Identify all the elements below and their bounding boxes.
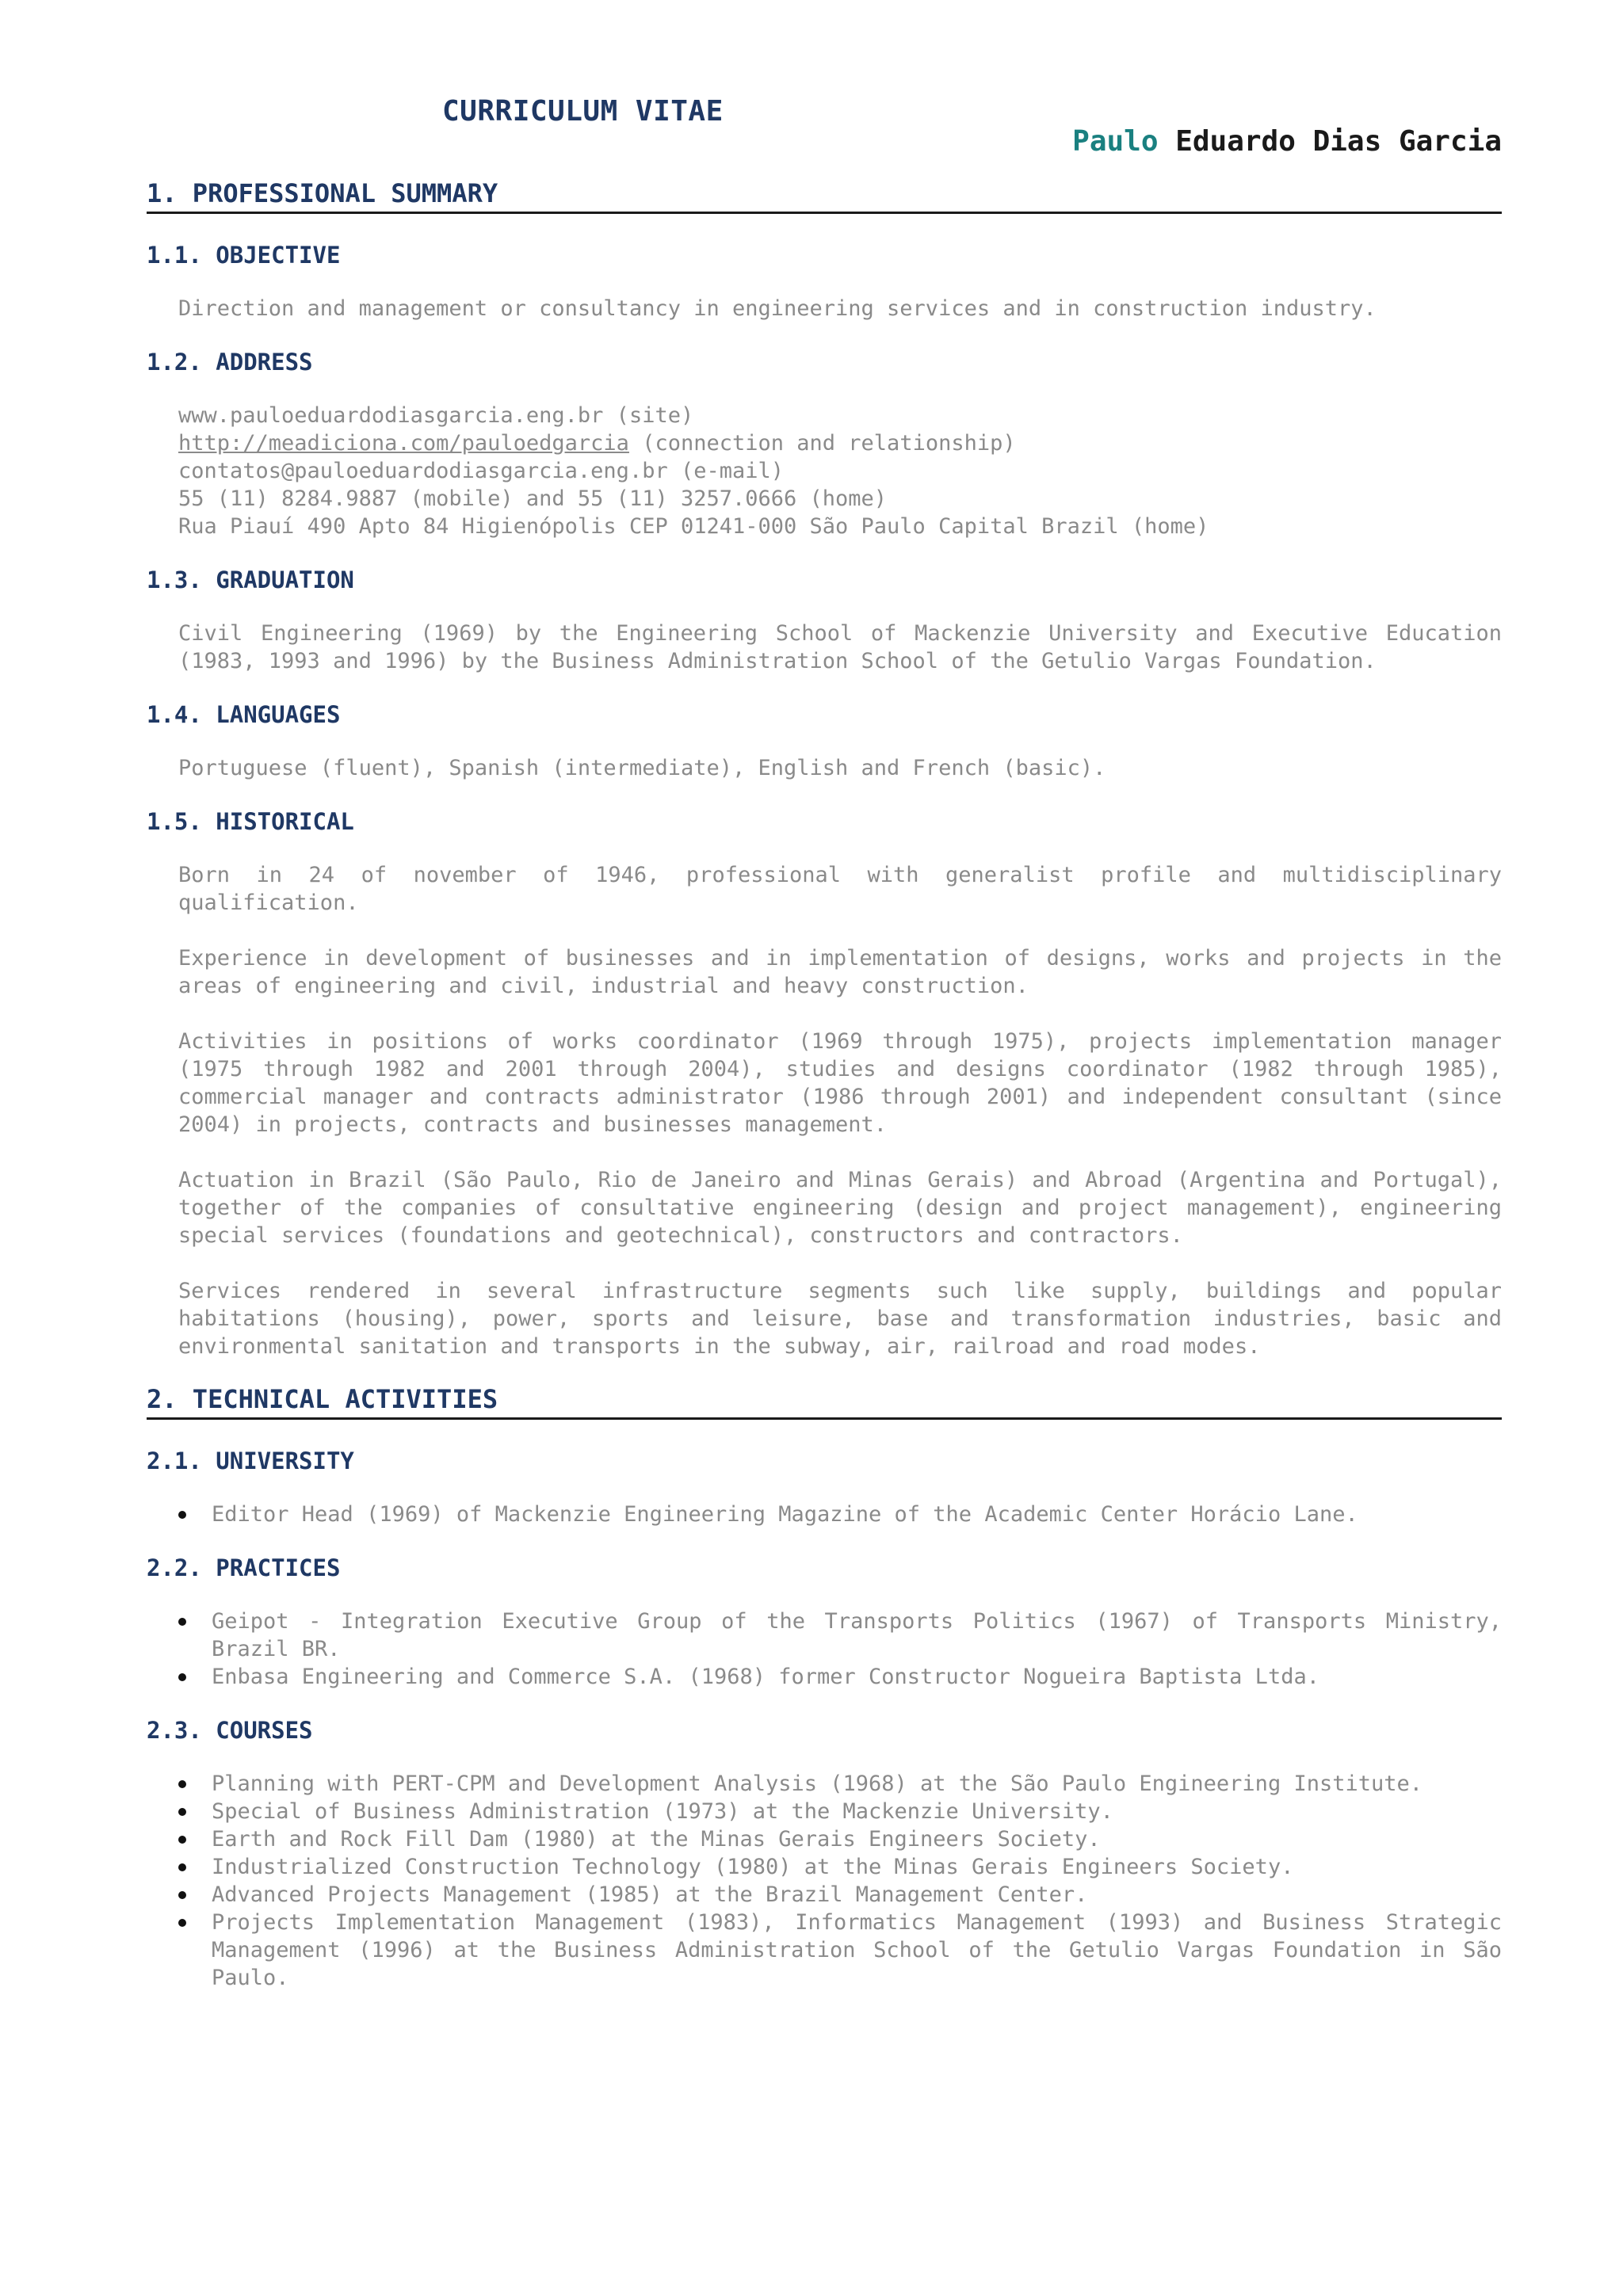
last-names: Eduardo Dias Garcia xyxy=(1158,125,1502,158)
historical-heading: 1.5. HISTORICAL xyxy=(147,808,354,835)
graduation-text: Civil Engineering (1969) by the Engineering School of Mackenzie University and Executive Education (1983, 1993 and 1996) by the Business Administration School of the Getulio Vargas Foundation. xyxy=(178,621,1502,673)
bullet-icon xyxy=(178,1618,186,1626)
cv-content xyxy=(147,178,1502,1992)
university-list xyxy=(147,1501,1502,1528)
address-connection xyxy=(147,429,1502,457)
list-item: Advanced Projects Management (1985) at the Brazil Management Center. xyxy=(147,1881,1502,1909)
university-heading: 2.1. UNIVERSITY xyxy=(147,1447,354,1474)
historical-paragraph: Activities in positions of works coordinator (1969 through 1975), projects implementation manager (1975 through 1982 and 2001 through 2004), studies and designs coordinator (1982 through 1985), commercial manager and contracts administrator (1986 through 2001) and independent consultant (since 2004) in projects, contracts and businesses management. xyxy=(178,1029,1502,1137)
historical-paragraph: Actuation in Brazil (São Paulo, Rio de Janeiro and Minas Gerais) and Abroad (Argentina and Portugal), together of the companies of consultative engineering (design and project management), engineering special services (foundations and geotechnical), constructors and contractors. xyxy=(178,1168,1502,1248)
historical-paragraph: Experience in development of businesses and in implementation of designs, works and projects in the areas of engineering and civil, industrial and heavy construction. xyxy=(178,946,1502,998)
address-email: contatos@pauloeduardodiasgarcia.eng.br (e-mail) xyxy=(178,459,785,483)
list-item: Planning with PERT-CPM and Development Analysis (1968) at the São Paulo Engineering Institute. xyxy=(147,1770,1502,1798)
list-item: Enbasa Engineering and Commerce S.A. (1968) former Constructor Nogueira Baptista Ltda. xyxy=(147,1663,1502,1691)
objective-heading: 1.1. OBJECTIVE xyxy=(147,242,341,269)
list-item: Projects Implementation Management (1983), Informatics Management (1993) and Business Strategic Management (1996) at the Business Administration School of the Getulio Vargas Foundation in São Paulo. xyxy=(147,1909,1502,1992)
person-name xyxy=(1072,125,1502,158)
bullet-icon xyxy=(178,1673,186,1681)
list-item: Earth and Rock Fill Dam (1980) at the Minas Gerais Engineers Society. xyxy=(147,1825,1502,1853)
document-title: CURRICULUM VITAE xyxy=(442,95,724,128)
languages-heading: 1.4. LANGUAGES xyxy=(147,701,341,728)
courses-list xyxy=(147,1770,1502,1992)
practices-heading: 2.2. PRACTICES xyxy=(147,1554,341,1581)
list-item: Geipot - Integration Executive Group of the Transports Politics (1967) of Transports Ministry, Brazil BR. xyxy=(147,1608,1502,1663)
bullet-icon xyxy=(178,1780,186,1788)
address-street: Rua Piauí 490 Apto 84 Higienópolis CEP 01241-000 São Paulo Capital Brazil (home) xyxy=(178,514,1209,539)
bullet-icon xyxy=(178,1808,186,1816)
practices-list xyxy=(147,1608,1502,1691)
bullet-icon xyxy=(178,1919,186,1927)
connection-link[interactable]: http://meadiciona.com/pauloedgarcia xyxy=(178,431,629,456)
languages-text: Portuguese (fluent), Spanish (intermediate), English and French (basic). xyxy=(178,756,1106,780)
bullet-icon xyxy=(178,1511,186,1519)
section-technical-activities-heading: 2. TECHNICAL ACTIVITIES xyxy=(147,1384,1502,1420)
bullet-icon xyxy=(178,1891,186,1899)
list-item: Editor Head (1969) of Mackenzie Engineering Magazine of the Academic Center Horácio Lane. xyxy=(147,1501,1502,1528)
historical-paragraph: Services rendered in several infrastructure segments such like supply, buildings and popular habitations (housing), power, sports and leisure, base and transformation industries, basic and environmental sanitation and transports in the subway, air, railroad and road modes. xyxy=(178,1279,1502,1359)
address-heading: 1.2. ADDRESS xyxy=(147,349,313,376)
address-block xyxy=(147,402,1502,540)
address-site: www.pauloeduardodiasgarcia.eng.br (site) xyxy=(178,403,694,428)
objective-text: Direction and management or consultancy in engineering services and in construction industry. xyxy=(178,296,1377,321)
first-name: Paulo xyxy=(1072,125,1159,158)
bullet-icon xyxy=(178,1836,186,1844)
list-item: Special of Business Administration (1973) at the Mackenzie University. xyxy=(147,1798,1502,1825)
bullet-icon xyxy=(178,1863,186,1871)
graduation-heading: 1.3. GRADUATION xyxy=(147,566,354,593)
address-phones: 55 (11) 8284.9887 (mobile) and 55 (11) 3257.0666 (home) xyxy=(178,486,888,511)
list-item: Industrialized Construction Technology (1980) at the Minas Gerais Engineers Society. xyxy=(147,1853,1502,1881)
section-professional-summary-heading: 1. PROFESSIONAL SUMMARY xyxy=(147,178,1502,214)
historical-paragraph: Born in 24 of november of 1946, professional with generalist profile and multidisciplinary qualification. xyxy=(178,863,1502,915)
courses-heading: 2.3. COURSES xyxy=(147,1717,313,1744)
connection-link-suffix: (connection and relationship) xyxy=(628,431,1016,456)
